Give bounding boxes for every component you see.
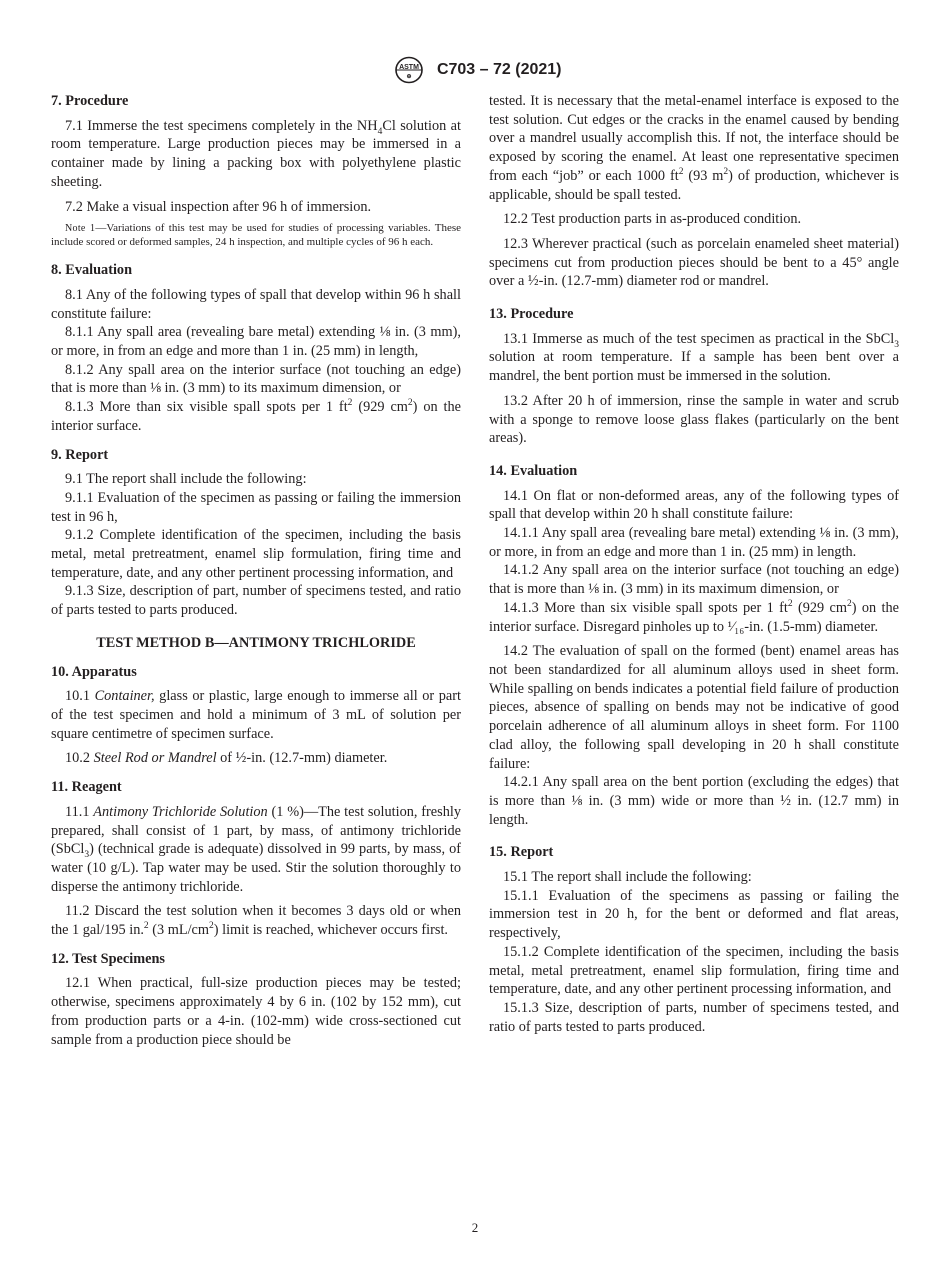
paragraph-12-1-part-1: 12.1 When practical, full-size production pieces may be tested; otherwise, specimens approximately 4 by 6 in. (102 by 152 mm), cut from production parts or a 4-in. (102-mm) wide cross-sectioned cut sample from a production piece should be	[51, 975, 461, 1048]
paragraph-15-1-2: 15.1.2 Complete identification of the specimen, including the basis metal, metal pretreatment, enamel slip formulation, firing time and temperature, date, and any other pertinent processing information, and	[489, 943, 899, 998]
section-7-heading: 7. Procedure	[51, 93, 129, 109]
paragraph-14-1-1: 14.1.1 Any spall area (revealing bare metal) extending ⅛ in. (3 mm), or more, in from an edge and more than 1 in. (25 mm) in length.	[489, 525, 899, 560]
paragraph-11-2: 11.2 Discard the test solution when it becomes 3 days old or when the 1 gal/195 in.$^2$ (3 $mL/cm^2$) limit is reached, whichever occurs first.	[51, 903, 461, 939]
paragraph-14-1-2: 14.1.2 Any spall area on the interior surface (not touching an edge) that is more than ⅛ in. (3 mm) in its maximum dimension, or	[489, 562, 899, 598]
note-1	[51, 222, 461, 249]
section-12-heading: 12. Test Specimens	[51, 950, 165, 967]
section-11-heading: 11. Reagent	[51, 779, 122, 796]
paragraph-9-1-2: 9.1.2 Complete identification of the specimen, including the basis metal, metal pretreatment, enamel slip formulation, firing time and temperature, date, and any other pertinent processing information, and	[51, 527, 461, 581]
paragraph-14-2: 14.2 The evaluation of spall on the formed (bent) enamel areas has not been standardized for all aluminum alloys used in sheet form. While spalling on bends indicates a potential field failure of production pieces, absence of spalling on bends may not be indicative of good porcelain adherence of all aluminum alloys in sheet form. For 1100 clad alloy, the following spall developing in 20 h shall constitute failure:	[489, 643, 899, 772]
astm-logo-icon	[389, 56, 429, 84]
paragraph-12-2: 12.2 Test production parts in as-produced condition.	[503, 211, 802, 228]
paragraph-7-2: 7.2 Make a visual inspection after 96 h of immersion.	[65, 198, 372, 215]
paragraph-9-1-3: 9.1.3 Size, description of part, number of specimens tested, and ratio of parts tested to parts produced.	[51, 583, 461, 619]
left-column	[51, 92, 461, 1055]
paragraph-9-1: 9.1 The report shall include the following:	[65, 471, 307, 488]
paragraph-15-1-3: 15.1.3 Size, description of parts, number of specimens tested, and ratio of parts tested to parts produced.	[489, 999, 899, 1035]
note-text: —Variations of this test may be used for studies of processing variables. These include scored or deformed samples, 24 h inspection, and multiple cycles of 96 h each.	[51, 222, 461, 248]
paragraph-9-1-1: 9.1.1 Evaluation of the specimen as passing or failing the immersion test in 96 h,	[51, 489, 461, 525]
paragraph-14-1-3: 14.1.3 More than six visible spall spots per 1 $ft^2$ (929 $cm^2$) on the interior surface. Disregard pinholes up to ¹⁄₁₆-in. (1.5-mm) diameter.	[489, 599, 899, 635]
standard-designation: C703 – 72 (2021)	[436, 61, 562, 78]
test-method-b-heading: TEST METHOD B—ANTIMONY TRICHLORIDE	[96, 634, 416, 651]
paragraph-15-1-1: 15.1.1 Evaluation of the specimens as passing or failing the immersion test in 20 h, for the bent or deformed and flat areas, respectively,	[489, 887, 899, 942]
paragraph-13-2: 13.2 After 20 h of immersion, rinse the sample in water and scrub with a sponge to remove loose glass flakes (particularly on the bent areas).	[489, 392, 899, 447]
section-15-heading: 15. Report	[489, 844, 554, 861]
paragraph-8-1-3: 8.1.3 More than six visible spall spots per 1 $ft^2$ (929 $cm^2$) on the interior surface.	[51, 398, 461, 434]
section-10-heading: 10. Apparatus	[51, 663, 137, 680]
paragraph-12-1-part-2: tested. It is necessary that the metal-enamel interface is exposed to the test solution. Cut edges or the cracks in the enamel caused by bending over a mandrel usually accomplish this. If not, the interface should be exposed by scoring the enamel. At least one representative specimen from each “job” or each 1000 $ft^2$ (93 $m^2$) of production, whichever is applicable, should be spall tested.	[489, 93, 899, 203]
right-column	[489, 92, 899, 1042]
paragraph-15-1: 15.1 The report shall include the following:	[503, 869, 752, 886]
page-number: 2	[471, 1220, 479, 1235]
paragraph-14-2-1: 14.2.1 Any spall area on the bent portion (excluding the edges) that is more than ⅛ in. (3 mm) wide or more than ½ in. (12.7 mm) in length.	[489, 774, 899, 828]
paragraph-7-1: 7.1 Immerse the test specimens completely in the $NH_4Cl$ solution at room temperature. Large production pieces may be immersed in a container made by lining a packing box with polyethylene plastic sheeting.	[51, 117, 461, 190]
svg-text:ASTM: ASTM	[398, 64, 419, 71]
paragraph-8-1: 8.1 Any of the following types of spall that develop within 96 h shall constitute failure:	[51, 286, 461, 322]
paragraph-13-1: 13.1 Immerse as much of the test specimen as practical in the SbCl$_3$ solution at room temperature. If a sample has been bent over a mandrel, the bent portion must be immersed in the solution.	[489, 330, 899, 385]
section-9-heading: 9. Report	[51, 446, 109, 463]
paragraph-12-3: 12.3 Wherever practical (such as porcelain enameled sheet material) specimens cut from production pieces should be bent to a 45° angle over a ½-in. (12.7-mm) diameter rod or mandrel.	[489, 235, 899, 290]
paragraph-10-1: 10.1 Container, glass or plastic, large enough to immerse all or part of the test specimen and hold a minimum of 3 mL of solution per square centimetre of specimen surface.	[51, 688, 461, 742]
section-14-heading: 14. Evaluation	[489, 462, 578, 479]
note-label: Note 1	[65, 223, 96, 235]
paragraph-8-1-1: 8.1.1 Any spall area (revealing bare metal) extending ⅛ in. (3 mm), or more, in from an edge and more than 1 in. (25 mm) in length,	[51, 324, 461, 360]
paragraph-14-1: 14.1 On flat or non-deformed areas, any of the following types of spall that develop within 20 h shall constitute failure:	[489, 487, 899, 523]
paragraph-10-2: 10.2 Steel Rod or Mandrel of ½-in. (12.7-mm) diameter.	[65, 750, 388, 767]
page-header	[0, 56, 950, 84]
section-8-heading: 8. Evaluation	[51, 262, 133, 279]
paragraph-11-1: 11.1 Antimony Trichloride Solution (1 %)—The test solution, freshly prepared, shall consist of 1 part, by mass, of antimony trichloride (SbCl$_3$) (technical grade is adequate) dissolved in 99 parts, by mass, of water (10 g/L). Tap water may be used. Stir the solution thoroughly to disperse the antimony trichloride.	[51, 803, 461, 895]
paragraph-8-1-2: 8.1.2 Any spall area on the interior surface (not touching an edge) that is more than ⅛ in. (3 mm) to its maximum dimension, or	[51, 361, 461, 397]
section-13-heading: 13. Procedure	[489, 306, 574, 323]
svg-text:⊕: ⊕	[405, 74, 412, 80]
